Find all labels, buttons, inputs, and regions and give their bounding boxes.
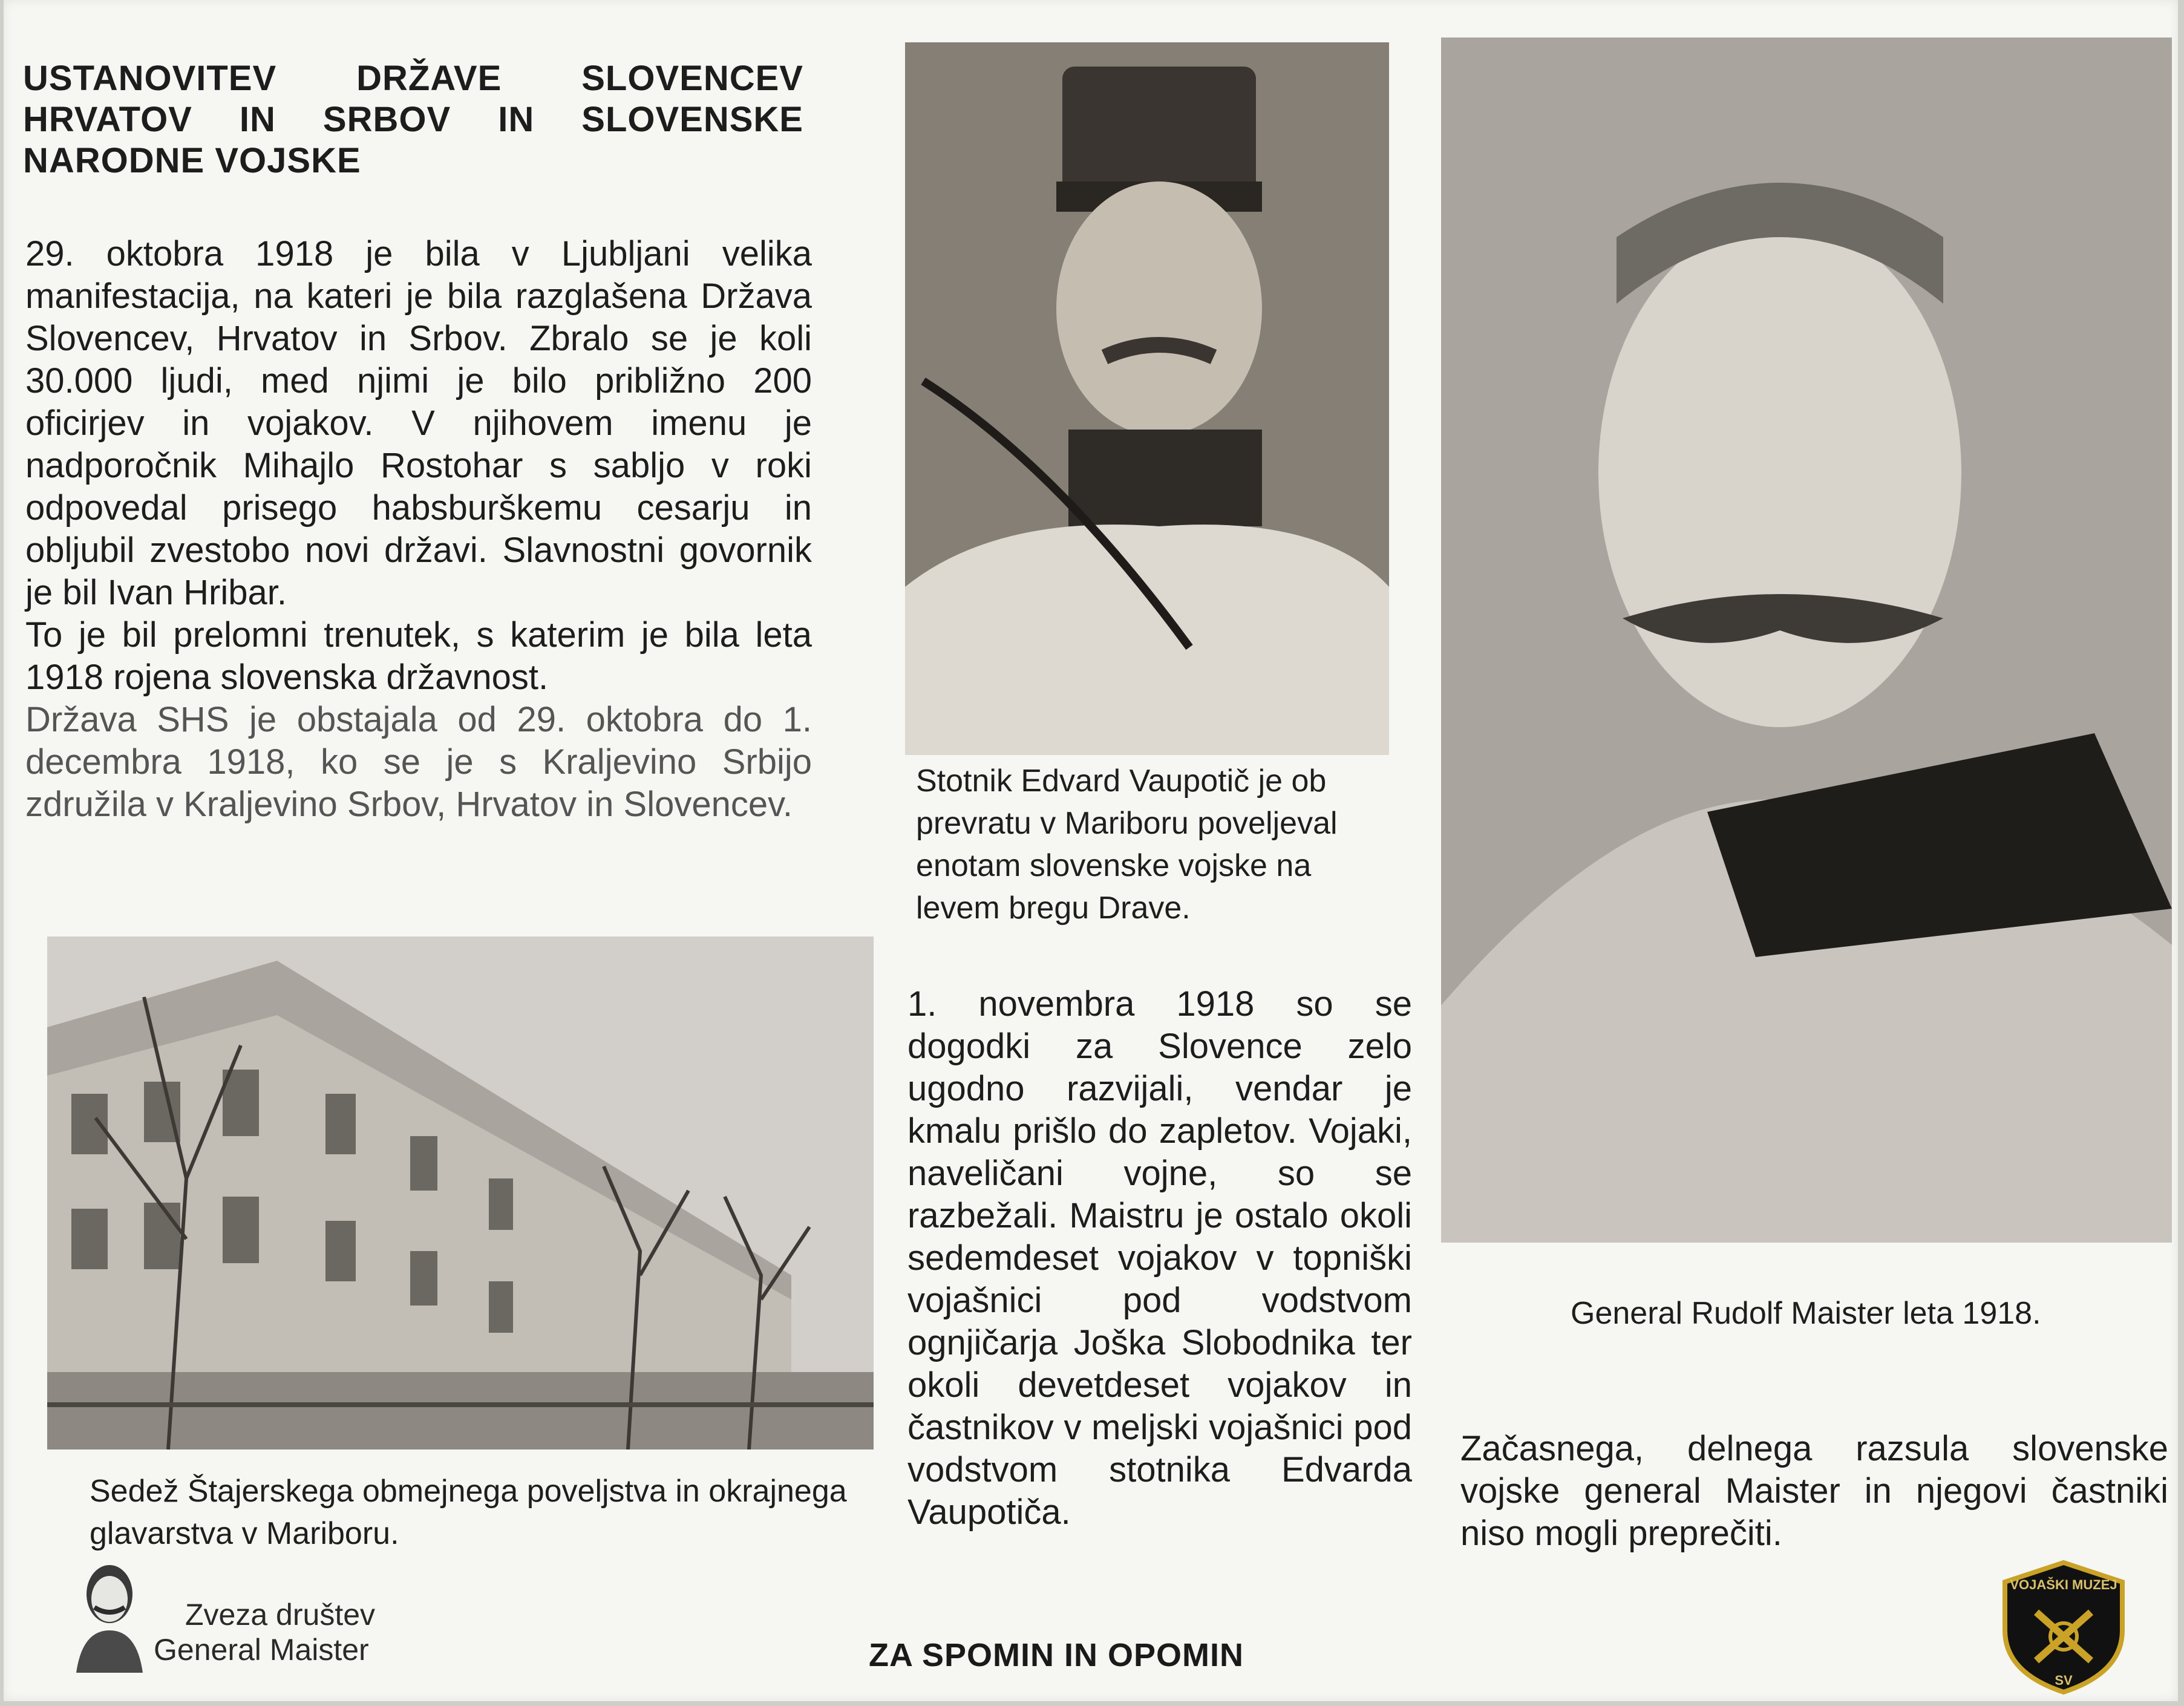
title-line-3: NARODNE VOJSKE (23, 141, 361, 180)
title-line-2: HRVATOV IN SRBOV IN SLOVENSKE (23, 100, 803, 139)
vaupotic-photo (905, 42, 1389, 755)
november-text-block (907, 983, 1412, 1534)
portrait-icon (70, 1552, 149, 1673)
closing-paragraph: Začasnega, delnega razsula slovenske vojske general Maister in njegovi častniki niso mogli preprečiti. (1460, 1429, 2168, 1553)
footer-title: ZA SPOMIN IN OPOMIN (869, 1637, 1244, 1673)
association-line-2: General Maister (154, 1633, 369, 1667)
november-paragraph: 1. novembra 1918 so se dogodki za Slovence zelo ugodno razvijali, vendar je kmalu prišlo do zapletov. Vojaki, naveličani vojne, so se razbežali. Maistru je ostalo okoli sedemdeset vojakov v topniški vojašnici pod vodstvom ognjičarja Joška Slobodnika ter okoli devetdeset vojakov in častnikov v meljski vojašnici pod vodstvom stotnika Edvarda Vaupotiča. (907, 984, 1412, 1532)
caption-maister: General Rudolf Maister leta 1918. (1571, 1296, 2041, 1331)
intro-paragraph: 29. oktobra 1918 je bila v Ljubljani velika manifestacija, na kateri je bila razglašena Država Slovencev, Hrvatov in Srbov. Zbralo se je koli 30.000 ljudi, med njimi je bilo približno 200 oficirjev in vojakov. V njihovem imenu je nadporočnik Mihajlo Rostohar s sabljo v roki odpovedal prisego habsburškemu cesarju in obljubil zvestobo novi državi. Slavnostni govornik je bil Ivan Hribar. (25, 234, 812, 612)
museum-badge-icon (1994, 1558, 2133, 1697)
intro-text-block (25, 233, 812, 826)
association-line-1: Zveza društev (185, 1598, 376, 1632)
building-photo (47, 936, 874, 1449)
caption-building: Sedež Štajerskega obmejnega poveljstva in okrajnega glavarstva v Mariboru. (90, 1474, 847, 1551)
poster-board (4, 0, 2178, 1701)
museum-badge-top-text: VOJAŠKI MUZEJ (2010, 1577, 2117, 1592)
museum-badge-bottom-text: SV (2055, 1673, 2073, 1688)
caption-vaupotic: Stotnik Edvard Vaupotič je ob prevratu v Mariboru poveljeval enotam slovenske vojske na levem bregu Drave. (916, 763, 1338, 926)
shs-paragraph: Država SHS je obstajala od 29. oktobra do 1. decembra 1918, ko se je s Kraljevino Srbijo združila v Kraljevino Srbov, Hrvatov in Slovencev. (25, 700, 812, 824)
maister-photo (1441, 38, 2172, 1243)
closing-text-block (1460, 1428, 2168, 1555)
association-name (154, 1597, 375, 1667)
turning-point-paragraph: To je bil prelomni trenutek, s katerim je bila leta 1918 rojena slovenska državnost. (25, 615, 812, 697)
page-title (23, 58, 803, 181)
title-line-1: USTANOVITEV DRŽAVE SLOVENCEV (23, 59, 803, 98)
